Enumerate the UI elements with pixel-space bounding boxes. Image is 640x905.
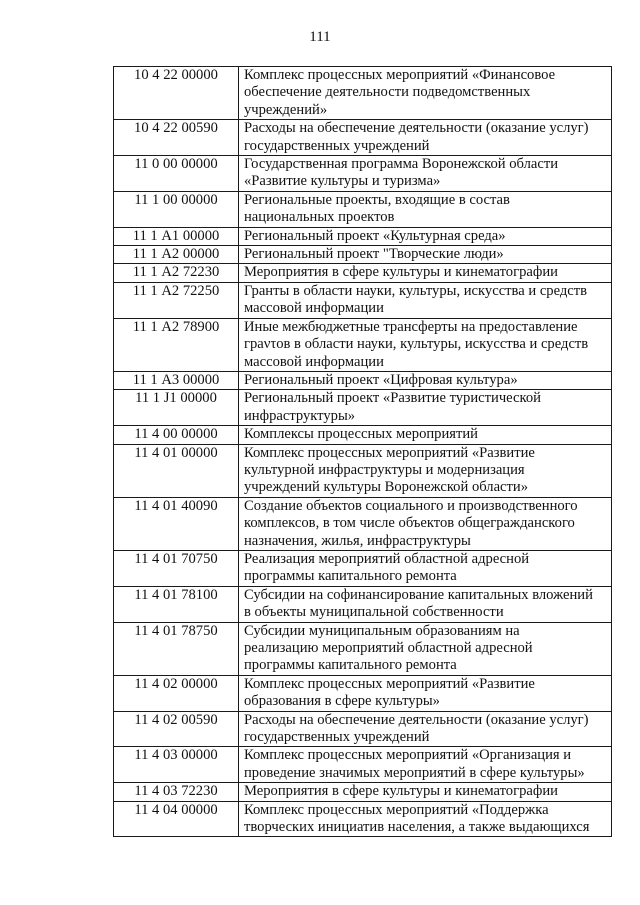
table-row — [114, 67, 612, 120]
table-row — [114, 120, 612, 156]
row-code: 11 1 А2 78900 — [114, 318, 239, 371]
row-name: Комплекс процессных мероприятий «Развитие образования в сфере культуры» — [239, 675, 612, 711]
row-name: Государственная программа Воронежской области «Развитие культуры и туризма» — [239, 156, 612, 192]
row-code: 11 4 01 00000 — [114, 444, 239, 497]
table-row — [114, 586, 612, 622]
row-code: 11 0 00 00000 — [114, 156, 239, 192]
row-name: Региональный проект "Творческие люди» — [239, 246, 612, 264]
table-row — [114, 622, 612, 675]
row-code: 11 4 00 00000 — [114, 426, 239, 444]
table-row — [114, 747, 612, 783]
row-name: Комплекс процессных мероприятий «Организация и проведение значимых мероприятий в сфере культуры» — [239, 747, 612, 783]
row-name: Иные межбюджетные трансферты на предоставление граντов в области науки, культуры, искусства и средств массовой информации — [239, 318, 612, 371]
table-row — [114, 246, 612, 264]
table-row — [114, 497, 612, 550]
row-name: Мероприятия в сфере культуры и кинематографии — [239, 264, 612, 282]
row-code: 11 4 01 40090 — [114, 497, 239, 550]
table-row — [114, 550, 612, 586]
table-row — [114, 282, 612, 318]
row-code: 11 4 01 78100 — [114, 586, 239, 622]
row-name: Субсидии муниципальным образованиям на реализацию мероприятий областной адресной программы капитального ремонта — [239, 622, 612, 675]
row-name: Комплексы процессных мероприятий — [239, 426, 612, 444]
row-name: Региональные проекты, входящие в состав национальных проектов — [239, 191, 612, 227]
row-name: Региональный проект «Цифровая культура» — [239, 371, 612, 389]
row-code: 11 1 А2 72230 — [114, 264, 239, 282]
row-code: 11 4 03 00000 — [114, 747, 239, 783]
row-code: 11 1 А3 00000 — [114, 371, 239, 389]
table-row — [114, 426, 612, 444]
row-name: Комплекс процессных мероприятий «Поддержка творческих инициатив населения, а также выдающихся — [239, 801, 612, 837]
row-code: 11 4 02 00000 — [114, 675, 239, 711]
row-code: 10 4 22 00590 — [114, 120, 239, 156]
table-body — [114, 67, 612, 837]
budget-classification-table — [113, 66, 612, 837]
row-name: Расходы на обеспечение деятельности (оказание услуг) государственных учреждений — [239, 711, 612, 747]
row-code: 10 4 22 00000 — [114, 67, 239, 120]
row-name: Реализация мероприятий областной адресной программы капитального ремонта — [239, 550, 612, 586]
table-row — [114, 390, 612, 426]
page-number: 111 — [309, 29, 331, 45]
row-code: 11 1 J1 00000 — [114, 390, 239, 426]
row-name: Комплекс процессных мероприятий «Развитие культурной инфраструктуры и модернизация учреждений культуры Воронежской области» — [239, 444, 612, 497]
row-code: 11 1 А2 00000 — [114, 246, 239, 264]
row-code: 11 1 А1 00000 — [114, 227, 239, 245]
table-row — [114, 783, 612, 801]
row-code: 11 1 00 00000 — [114, 191, 239, 227]
row-name: Комплекс процессных мероприятий «Финансовое обеспечение деятельности подведомственных учреждений» — [239, 67, 612, 120]
row-name: Гранты в области науки, культуры, искусства и средств массовой информации — [239, 282, 612, 318]
row-name: Региональный проект «Культурная среда» — [239, 227, 612, 245]
row-code: 11 4 02 00590 — [114, 711, 239, 747]
table-row — [114, 191, 612, 227]
row-code: 11 4 01 78750 — [114, 622, 239, 675]
row-name: Региональный проект «Развитие туристической инфраструктуры» — [239, 390, 612, 426]
table-row — [114, 318, 612, 371]
row-name: Расходы на обеспечение деятельности (оказание услуг) государственных учреждений — [239, 120, 612, 156]
table-row — [114, 156, 612, 192]
table-row — [114, 444, 612, 497]
row-name: Создание объектов социального и производственного комплексов, в том числе объектов общегражданского назначения, жилья, инфраструктуры — [239, 497, 612, 550]
table-row — [114, 801, 612, 837]
row-name: Мероприятия в сфере культуры и кинематографии — [239, 783, 612, 801]
table-row — [114, 227, 612, 245]
table-row — [114, 371, 612, 389]
row-name: Субсидии на софинансирование капитальных вложений в объекты муниципальной собственности — [239, 586, 612, 622]
table-row — [114, 264, 612, 282]
table-row — [114, 675, 612, 711]
row-code: 11 4 03 72230 — [114, 783, 239, 801]
row-code: 11 1 А2 72250 — [114, 282, 239, 318]
table-row — [114, 711, 612, 747]
row-code: 11 4 04 00000 — [114, 801, 239, 837]
row-code: 11 4 01 70750 — [114, 550, 239, 586]
